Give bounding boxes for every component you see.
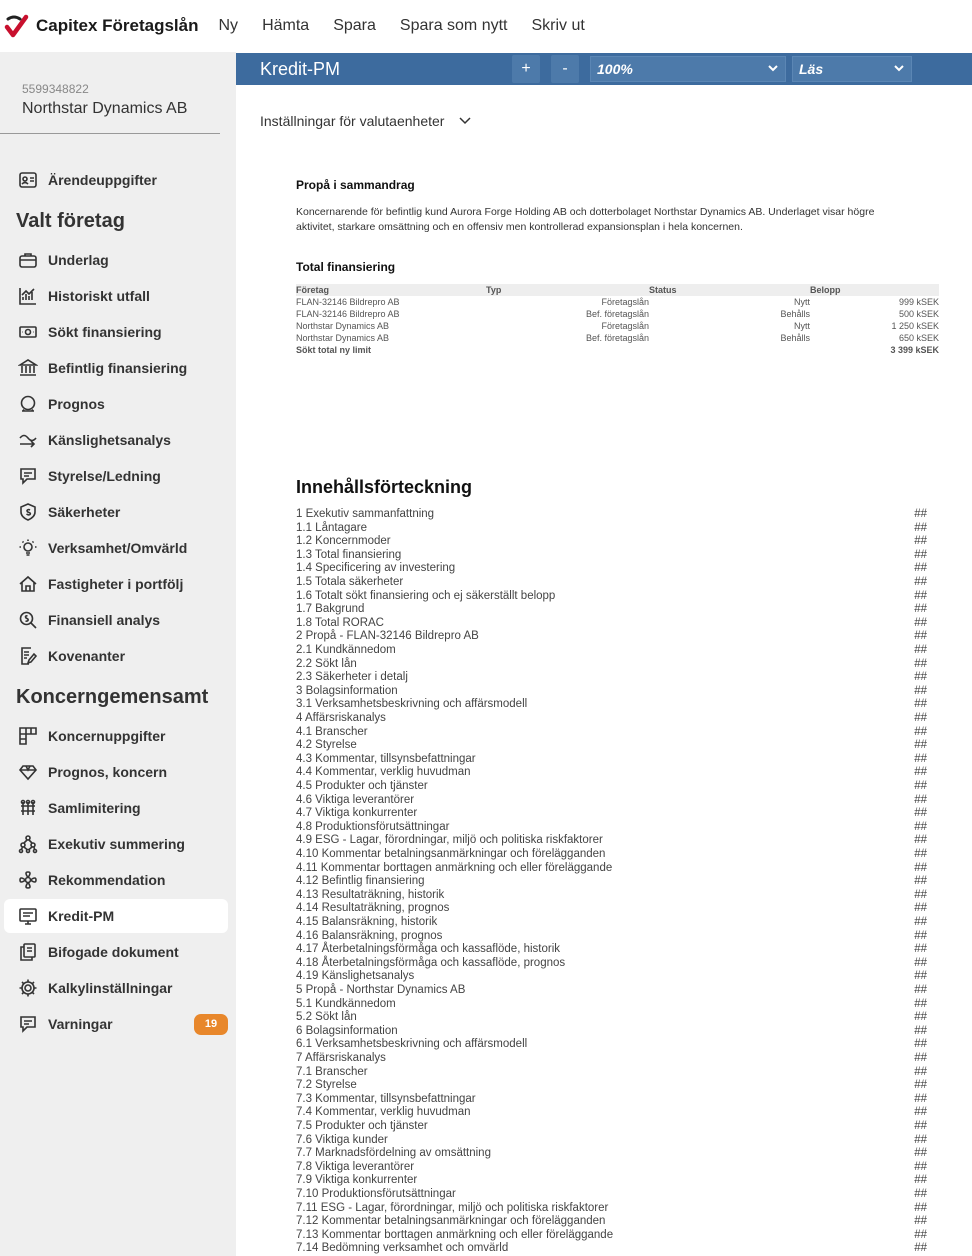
toc-entry[interactable]: [296, 1242, 927, 1256]
toc-entry-title: 7.8 Viktiga leverantörer: [296, 1160, 415, 1173]
currency-settings-toggle[interactable]: [260, 113, 472, 129]
settings-icon: [18, 978, 38, 998]
toc-entry[interactable]: [296, 630, 927, 644]
toc-entry[interactable]: [296, 1215, 927, 1229]
toc-entry[interactable]: [296, 562, 927, 576]
toc-entry[interactable]: [296, 1093, 927, 1107]
flower-icon: [18, 870, 38, 890]
sidebar-item-underlag[interactable]: [4, 243, 228, 277]
house-icon: [18, 574, 38, 594]
toc-entry[interactable]: [296, 685, 927, 699]
table-row: [296, 308, 939, 320]
briefcase-icon: [18, 250, 38, 270]
toc-entry-title: 7.14 Bedömning verksamhet och omvärld: [296, 1242, 509, 1255]
sensitivity-icon: [18, 430, 38, 450]
section-heading-valt-foretag: Valt företag: [16, 210, 125, 232]
document-edit-icon: [18, 646, 38, 666]
money-icon: [18, 322, 38, 342]
toc-entry[interactable]: [296, 943, 927, 957]
sidebar-item-varningar[interactable]: [4, 1007, 228, 1041]
toc-entry-title: 2.3 Säkerheter i detalj: [296, 671, 408, 684]
toc-entry[interactable]: [296, 916, 927, 930]
toc-entry-title: 7.12 Kommentar betalningsanmärkningar och förelägganden: [296, 1215, 606, 1228]
toc-entry[interactable]: [296, 1174, 927, 1188]
toc-entry-page: ##: [914, 1242, 927, 1255]
menu-save[interactable]: Spara: [333, 17, 376, 34]
toc-entry-title: 4.12 Befintlig finansiering: [296, 875, 425, 888]
toc-entry-page: ##: [914, 807, 927, 820]
toc-entry-title: 7.4 Kommentar, verklig huvudman: [296, 1106, 471, 1119]
sidebar-item-label: Koncernuppgifter: [48, 728, 166, 744]
warning-message-icon: [18, 1014, 38, 1034]
toc-entry-page: ##: [914, 535, 927, 548]
toc-entry-page: ##: [914, 508, 927, 520]
toc-entry-title: 4.17 Återbetalningsförmåga och kassaflöde, historik: [296, 943, 561, 956]
toc-entry-title: 7.5 Produkter och tjänster: [296, 1120, 428, 1132]
toc-entry-page: ##: [914, 589, 927, 602]
sidebar-item-label: Verksamhet/Omvärld: [48, 540, 188, 556]
toc-entry-page: ##: [914, 1133, 927, 1146]
toc-entry-title: 5.1 Kundkännedom: [296, 997, 396, 1010]
toc-entry[interactable]: [296, 753, 927, 767]
sidebar-item-label: Bifogade dokument: [48, 944, 179, 960]
id-card-icon: [18, 170, 38, 190]
toc-entry[interactable]: [296, 1025, 927, 1039]
toc-entry-page: ##: [914, 1160, 927, 1173]
chevron-down-icon: [458, 116, 472, 126]
toc-entry[interactable]: [296, 535, 927, 549]
summary-heading: Propå i sammandrag: [296, 178, 415, 192]
sidebar-item-kalkylinstallningar[interactable]: [4, 971, 228, 1005]
toc-entry-page: ##: [914, 644, 927, 656]
sidebar-item-label: Rekommendation: [48, 872, 166, 888]
sidebar-item-koncernuppgifter[interactable]: [4, 719, 228, 753]
sidebar-item-label: Styrelse/Ledning: [48, 468, 161, 484]
cell-amount: 500 kSEK: [898, 309, 939, 319]
total-label: Sökt total ny limit: [296, 345, 372, 355]
toc-entry-title: 4.6 Viktiga leverantörer: [296, 793, 415, 806]
company-name: Northstar Dynamics AB: [22, 100, 188, 117]
company-id: 5599348822: [22, 82, 89, 96]
toc-entry[interactable]: [296, 1106, 927, 1120]
sidebar-item-fastigheter-i-portfolj[interactable]: [4, 567, 228, 601]
chart-history-icon: [18, 286, 38, 306]
cell-type: Företagslån: [601, 297, 649, 307]
toc-entry-page: ##: [914, 1065, 927, 1078]
sidebar-item-sakerheter[interactable]: [4, 495, 228, 529]
stack-icon: [18, 798, 38, 818]
sidebar-item-exekutiv-summering[interactable]: [4, 827, 228, 861]
toc-entry-title: 4.5 Produkter och tjänster: [296, 780, 428, 792]
crystal-ball-icon: [18, 394, 38, 414]
cell-type: Bef. företagslån: [585, 309, 649, 319]
financing-section: [296, 260, 939, 356]
sidebar-item-prognos[interactable]: [4, 387, 228, 421]
toc-entry-title: 1.8 Total RORAC: [296, 616, 384, 629]
toc-entry-title: 1 Exekutiv sammanfattning: [296, 508, 435, 520]
toc-entry[interactable]: [296, 930, 927, 944]
toc-entry-page: ##: [914, 752, 927, 765]
network-icon: [18, 834, 38, 854]
toc-entry-page: ##: [914, 793, 927, 806]
toc-entry-page: ##: [914, 725, 927, 738]
chevron-down-icon: [767, 62, 779, 74]
toc-entry[interactable]: [296, 848, 927, 862]
sidebar-item-verksamhet-omvarld[interactable]: [4, 531, 228, 565]
financing-heading: Total finansiering: [296, 260, 396, 274]
menu-print[interactable]: Skriv ut: [531, 17, 585, 34]
toc-entry[interactable]: [296, 671, 927, 685]
toc-entry-page: ##: [914, 712, 927, 724]
toc-entry-page: ##: [914, 698, 927, 711]
toc-entry-page: ##: [914, 1228, 927, 1241]
column-header: Belopp: [810, 284, 939, 296]
grid-icon: [18, 726, 38, 746]
sidebar-item-befintlig-finansiering[interactable]: [4, 351, 228, 385]
toc-entry-title: 7.3 Kommentar, tillsynsbefattningar: [296, 1092, 476, 1105]
toc-entry-page: ##: [914, 603, 927, 616]
toc-entry[interactable]: [296, 834, 927, 848]
zoom-out-button[interactable]: -: [551, 55, 579, 83]
cell-company: Northstar Dynamics AB: [296, 321, 390, 331]
toc-entry-page: ##: [914, 834, 927, 847]
financing-table: [296, 284, 939, 356]
sidebar: [0, 52, 236, 1256]
summary-line-2: aktivitet, starkare omsättning och en offensiv men kontrollerad expansionsplan i hela koncernen.: [296, 221, 743, 233]
cell-type: Bef. företagslån: [585, 333, 649, 343]
sidebar-item-label: Prognos, koncern: [48, 764, 168, 780]
toc-entry-title: 7.9 Viktiga konkurrenter: [296, 1174, 418, 1187]
toc-entry-page: ##: [914, 888, 927, 901]
lightbulb-icon: [18, 538, 38, 558]
summary-section: [296, 178, 939, 235]
toc-entry-page: ##: [914, 1079, 927, 1092]
sidebar-item-label: Kovenanter: [48, 648, 126, 664]
toc-entry-title: 4.16 Balansräkning, prognos: [296, 929, 443, 942]
sidebar-item-prognos-koncern[interactable]: [4, 755, 228, 789]
toc-entry-page: ##: [914, 1201, 927, 1214]
toc-entry[interactable]: [296, 780, 927, 794]
toc-entry[interactable]: [296, 862, 927, 876]
toc-entry[interactable]: [296, 1161, 927, 1175]
toc-heading: Innehållsförteckning: [296, 477, 473, 497]
toc-entry-title: 7.6 Viktiga kunder: [296, 1133, 388, 1146]
toc-entry[interactable]: [296, 508, 927, 522]
toc-entry-title: 2.1 Kundkännedom: [296, 644, 396, 656]
toc-entry-title: 5 Propå - Northstar Dynamics AB: [296, 984, 466, 996]
toc-entry-title: 4 Affärsriskanalys: [296, 712, 386, 724]
analysis-icon: [18, 610, 38, 630]
toc-entry-page: ##: [914, 739, 927, 752]
toc-entry-title: 4.11 Kommentar borttagen anmärkning och eller föreläggande: [296, 861, 613, 874]
toc-entry[interactable]: [296, 1011, 927, 1025]
toc-entry-page: ##: [914, 657, 927, 670]
toc-entry[interactable]: [296, 1202, 927, 1216]
toc-entry[interactable]: [296, 1052, 927, 1066]
toc-entry-title: 7.7 Marknadsfördelning av omsättning: [296, 1147, 491, 1160]
toc-entry-page: ##: [914, 616, 927, 629]
toc-entry-title: 4.18 Återbetalningsförmåga och kassaflöde, prognos: [296, 956, 566, 969]
toc-entry-page: ##: [914, 997, 927, 1010]
toc-entry-page: ##: [914, 562, 927, 575]
toc-entry-page: ##: [914, 1174, 927, 1187]
toc-entry-title: 2 Propå - FLAN-32146 Bildrepro AB: [296, 630, 479, 643]
sidebar-item-label: Kredit-PM: [48, 908, 115, 924]
cell-status: Nytt: [793, 297, 810, 307]
toc-entry-title: 7.10 Produktionsförutsättningar: [296, 1188, 456, 1200]
sidebar-item-label: Befintlig finansiering: [48, 360, 188, 376]
diamond-icon: [18, 762, 38, 782]
toc-entry[interactable]: [296, 549, 927, 563]
sidebar-item-label: Historiskt utfall: [48, 288, 150, 304]
toc-entry-page: ##: [914, 1024, 927, 1037]
toc-entry-page: ##: [914, 875, 927, 888]
toc-entry-title: 4.4 Kommentar, verklig huvudman: [296, 766, 471, 779]
cell-type: Företagslån: [601, 321, 649, 331]
app-name: Capitex Företagslån: [36, 16, 199, 35]
sidebar-item-label: Sökt finansiering: [48, 324, 162, 340]
toc-entry-page: ##: [914, 521, 927, 534]
toc-entry[interactable]: [296, 889, 927, 903]
toc-entry[interactable]: [296, 644, 927, 658]
toc-entry-page: ##: [914, 943, 927, 956]
toc-entry[interactable]: [296, 998, 927, 1012]
toc-entry[interactable]: [296, 1229, 927, 1243]
toc-entry[interactable]: [296, 603, 927, 617]
toc-entry-page: ##: [914, 1215, 927, 1228]
toc-entry-page: ##: [914, 1106, 927, 1119]
toc-entry-title: 4.19 Känslighetsanalys: [296, 970, 415, 983]
sidebar-item-kredit-pm[interactable]: [4, 899, 228, 933]
toc-section: [296, 477, 939, 1255]
toc-entry[interactable]: [296, 726, 927, 740]
menu-save-as-new[interactable]: Spara som nytt: [399, 17, 508, 34]
toc-entry-page: ##: [914, 1188, 927, 1200]
cell-amount: 1 250 kSEK: [891, 321, 939, 331]
sidebar-item-label: Säkerheter: [48, 504, 121, 520]
toc-entry[interactable]: [296, 1120, 927, 1134]
toc-entry-page: ##: [914, 902, 927, 915]
toc-entry-page: ##: [914, 766, 927, 779]
toc-entry[interactable]: [296, 576, 927, 590]
toc-entry[interactable]: [296, 658, 927, 672]
capitex-logo-icon: [4, 13, 30, 39]
document-toolbar: [236, 53, 972, 85]
toc-entry-page: ##: [914, 630, 927, 643]
toc-entry-page: ##: [914, 671, 927, 684]
toc-entry[interactable]: [296, 984, 927, 998]
toc-entry-title: 6 Bolagsinformation: [296, 1024, 398, 1037]
mode-value: Läs: [799, 61, 824, 77]
sidebar-item-kovenanter[interactable]: [4, 639, 228, 673]
toc-entry-title: 4.1 Branscher: [296, 725, 368, 738]
toc-entry-page: ##: [914, 929, 927, 942]
toc-entry[interactable]: [296, 522, 927, 536]
toc-entry-page: ##: [914, 548, 927, 561]
toc-entry-title: 4.2 Styrelse: [296, 739, 357, 752]
toc-entry[interactable]: [296, 1066, 927, 1080]
sidebar-item-finansiell-analys[interactable]: [4, 603, 228, 637]
toc-entry-page: ##: [914, 956, 927, 969]
toc-entry-title: 4.8 Produktionsförutsättningar: [296, 820, 450, 833]
toc-entry-page: ##: [914, 970, 927, 983]
column-header: Status: [649, 284, 810, 296]
sidebar-item-label: Ärendeuppgifter: [48, 172, 157, 188]
sidebar-item-bifogade-dokument[interactable]: [4, 935, 228, 969]
top-menu: [219, 17, 609, 35]
toc-entry[interactable]: [296, 617, 927, 631]
sidebar-item-label: Varningar: [48, 1016, 113, 1032]
cell-amount: 650 kSEK: [898, 333, 939, 343]
cell-status: Behålls: [780, 333, 810, 343]
sidebar-item-label: Prognos: [48, 396, 105, 412]
toc-entry[interactable]: [296, 821, 927, 835]
toc-entry[interactable]: [296, 712, 927, 726]
sidebar-item-label: Fastigheter i portfölj: [48, 576, 184, 592]
column-header: Typ: [486, 284, 649, 296]
cell-status: Behålls: [780, 309, 810, 319]
zoom-value: 100%: [597, 61, 633, 77]
table-total-row: [296, 344, 939, 356]
toc-entry-page: ##: [914, 916, 927, 928]
toc-entry-page: ##: [914, 1038, 927, 1051]
toc-entry[interactable]: [296, 1147, 927, 1161]
toc-entry[interactable]: [296, 807, 927, 821]
sidebar-item-label: Underlag: [48, 252, 109, 268]
shield-icon: [18, 502, 38, 522]
toc-entry-title: 4.9 ESG - Lagar, förordningar, miljö och politiska riskfaktorer: [296, 834, 603, 847]
toc-entry-page: ##: [914, 576, 927, 588]
sidebar-item-historiskt-utfall[interactable]: [4, 279, 228, 313]
toc-entry-title: 2.2 Sökt lån: [296, 657, 357, 670]
toc-entry[interactable]: [296, 875, 927, 889]
table-header-row: [296, 284, 939, 296]
toc-entry-title: 1.1 Låntagare: [296, 521, 367, 534]
toc-entry-page: ##: [914, 1092, 927, 1105]
toc-entry[interactable]: [296, 957, 927, 971]
sidebar-item-samlimitering[interactable]: [4, 791, 228, 825]
zoom-in-button[interactable]: +: [512, 55, 540, 83]
toc-entry-title: 4.15 Balansräkning, historik: [296, 916, 438, 928]
sidebar-item-arendeuppgifter[interactable]: [4, 163, 228, 197]
total-value: 3 399 kSEK: [890, 345, 939, 355]
sidebar-item-label: Samlimitering: [48, 800, 141, 816]
toc-entry-title: 4.3 Kommentar, tillsynsbefattningar: [296, 752, 476, 765]
cell-company: Northstar Dynamics AB: [296, 333, 390, 343]
toc-entry-title: 7.1 Branscher: [296, 1065, 368, 1078]
toolbar-title: Kredit-PM: [260, 58, 341, 79]
toc-entry-title: 1.6 Totalt sökt finansiering och ej säkerställt belopp: [296, 589, 556, 602]
toc-entry-title: 7.13 Kommentar borttagen anmärkning och eller föreläggande: [296, 1228, 614, 1241]
toc-entry-title: 7 Affärsriskanalys: [296, 1052, 386, 1064]
toc-entry-page: ##: [914, 848, 927, 860]
toc-entry[interactable]: [296, 902, 927, 916]
toc-entry-page: ##: [914, 1120, 927, 1132]
toc-entry-page: ##: [914, 861, 927, 874]
toc-entry-title: 3.1 Verksamhetsbeskrivning och affärsmodell: [296, 698, 528, 711]
bank-icon: [18, 358, 38, 378]
toc-entry[interactable]: [296, 1188, 927, 1202]
toc-entry[interactable]: [296, 1134, 927, 1148]
toc-entry-title: 6.1 Verksamhetsbeskrivning och affärsmodell: [296, 1038, 528, 1051]
cell-status: Nytt: [793, 321, 810, 331]
chevron-down-icon: [893, 62, 905, 74]
toc-entry[interactable]: [296, 590, 927, 604]
toc-entry[interactable]: [296, 739, 927, 753]
table-row: [296, 332, 939, 344]
toc-entry-title: 1.5 Totala säkerheter: [296, 576, 404, 588]
toc-entry[interactable]: [296, 698, 927, 712]
toc-entry-title: 7.2 Styrelse: [296, 1079, 357, 1092]
sidebar-item-sokt-finansiering[interactable]: [4, 315, 228, 349]
documents-icon: [18, 942, 38, 962]
toc-entry[interactable]: [296, 1038, 927, 1052]
top-bar: [0, 0, 972, 52]
sidebar-item-styrelse-ledning[interactable]: [4, 459, 228, 493]
toc-entry-page: ##: [914, 1011, 927, 1024]
toc-entry-page: ##: [914, 1052, 927, 1064]
menu-open[interactable]: Hämta: [262, 17, 310, 34]
toc-entry-title: 1.4 Specificering av investering: [296, 562, 456, 575]
summary-line-1: Koncernarende för befintlig kund Aurora Forge Holding AB och dotterbolaget Northstar Dynamics AB. Underlaget visar högre: [296, 206, 875, 218]
sidebar-item-label: Kalkylinställningar: [48, 980, 173, 996]
toc-entry-title: 5.2 Sökt lån: [296, 1011, 357, 1024]
document-view: [236, 85, 972, 1256]
table-row: [296, 296, 939, 308]
company-info: [0, 52, 220, 134]
cell-company: FLAN-32146 Bildrepro AB: [296, 297, 400, 307]
sidebar-item-rekommendation[interactable]: [4, 863, 228, 897]
sidebar-item-kanslighetsanalys[interactable]: [4, 423, 228, 457]
sidebar-item-label: Känslighetsanalys: [48, 432, 171, 448]
toc-entry[interactable]: [296, 970, 927, 984]
memo-icon: [18, 906, 38, 926]
toc-entry[interactable]: [296, 794, 927, 808]
sidebar-item-label: Finansiell analys: [48, 612, 161, 628]
toc-entry-title: 1.2 Koncernmoder: [296, 535, 391, 548]
board-icon: [18, 466, 38, 486]
toc-entry[interactable]: [296, 1079, 927, 1093]
currency-settings-label: Inställningar för valutaenheter: [260, 113, 445, 129]
toc-entry-title: 1.3 Total finansiering: [296, 548, 402, 561]
brand: [0, 13, 199, 39]
menu-new[interactable]: Ny: [218, 17, 239, 34]
toc-entry-title: 7.11 ESG - Lagar, förordningar, miljö och politiska riskfaktorer: [296, 1201, 609, 1214]
toc-entry-title: 4.14 Resultaträkning, prognos: [296, 902, 450, 915]
toc-entry-page: ##: [914, 984, 927, 996]
toc-entry-page: ##: [914, 1147, 927, 1160]
section-heading-koncerngemensamt: Koncerngemensamt: [16, 686, 209, 708]
toc-entry-title: 4.10 Kommentar betalningsanmärkningar och förelägganden: [296, 848, 606, 860]
toc-entry-page: ##: [914, 780, 927, 792]
table-row: [296, 320, 939, 332]
toc-entry-title: 4.13 Resultaträkning, historik: [296, 888, 445, 901]
cell-amount: 999 kSEK: [898, 297, 939, 307]
column-header: Företag: [296, 284, 486, 296]
sidebar-item-label: Exekutiv summering: [48, 836, 185, 852]
warnings-count-badge: 19: [194, 1014, 228, 1035]
toc-entry[interactable]: [296, 766, 927, 780]
toc-entry-title: 1.7 Bakgrund: [296, 603, 365, 616]
toc-entry-page: ##: [914, 684, 927, 697]
toc-entry-title: 3 Bolagsinformation: [296, 684, 398, 697]
zoom-select[interactable]: [590, 56, 786, 82]
cell-company: FLAN-32146 Bildrepro AB: [296, 309, 400, 319]
toc-entry-title: 4.7 Viktiga konkurrenter: [296, 807, 418, 820]
toc-entry-page: ##: [914, 820, 927, 833]
mode-select[interactable]: [792, 56, 912, 82]
